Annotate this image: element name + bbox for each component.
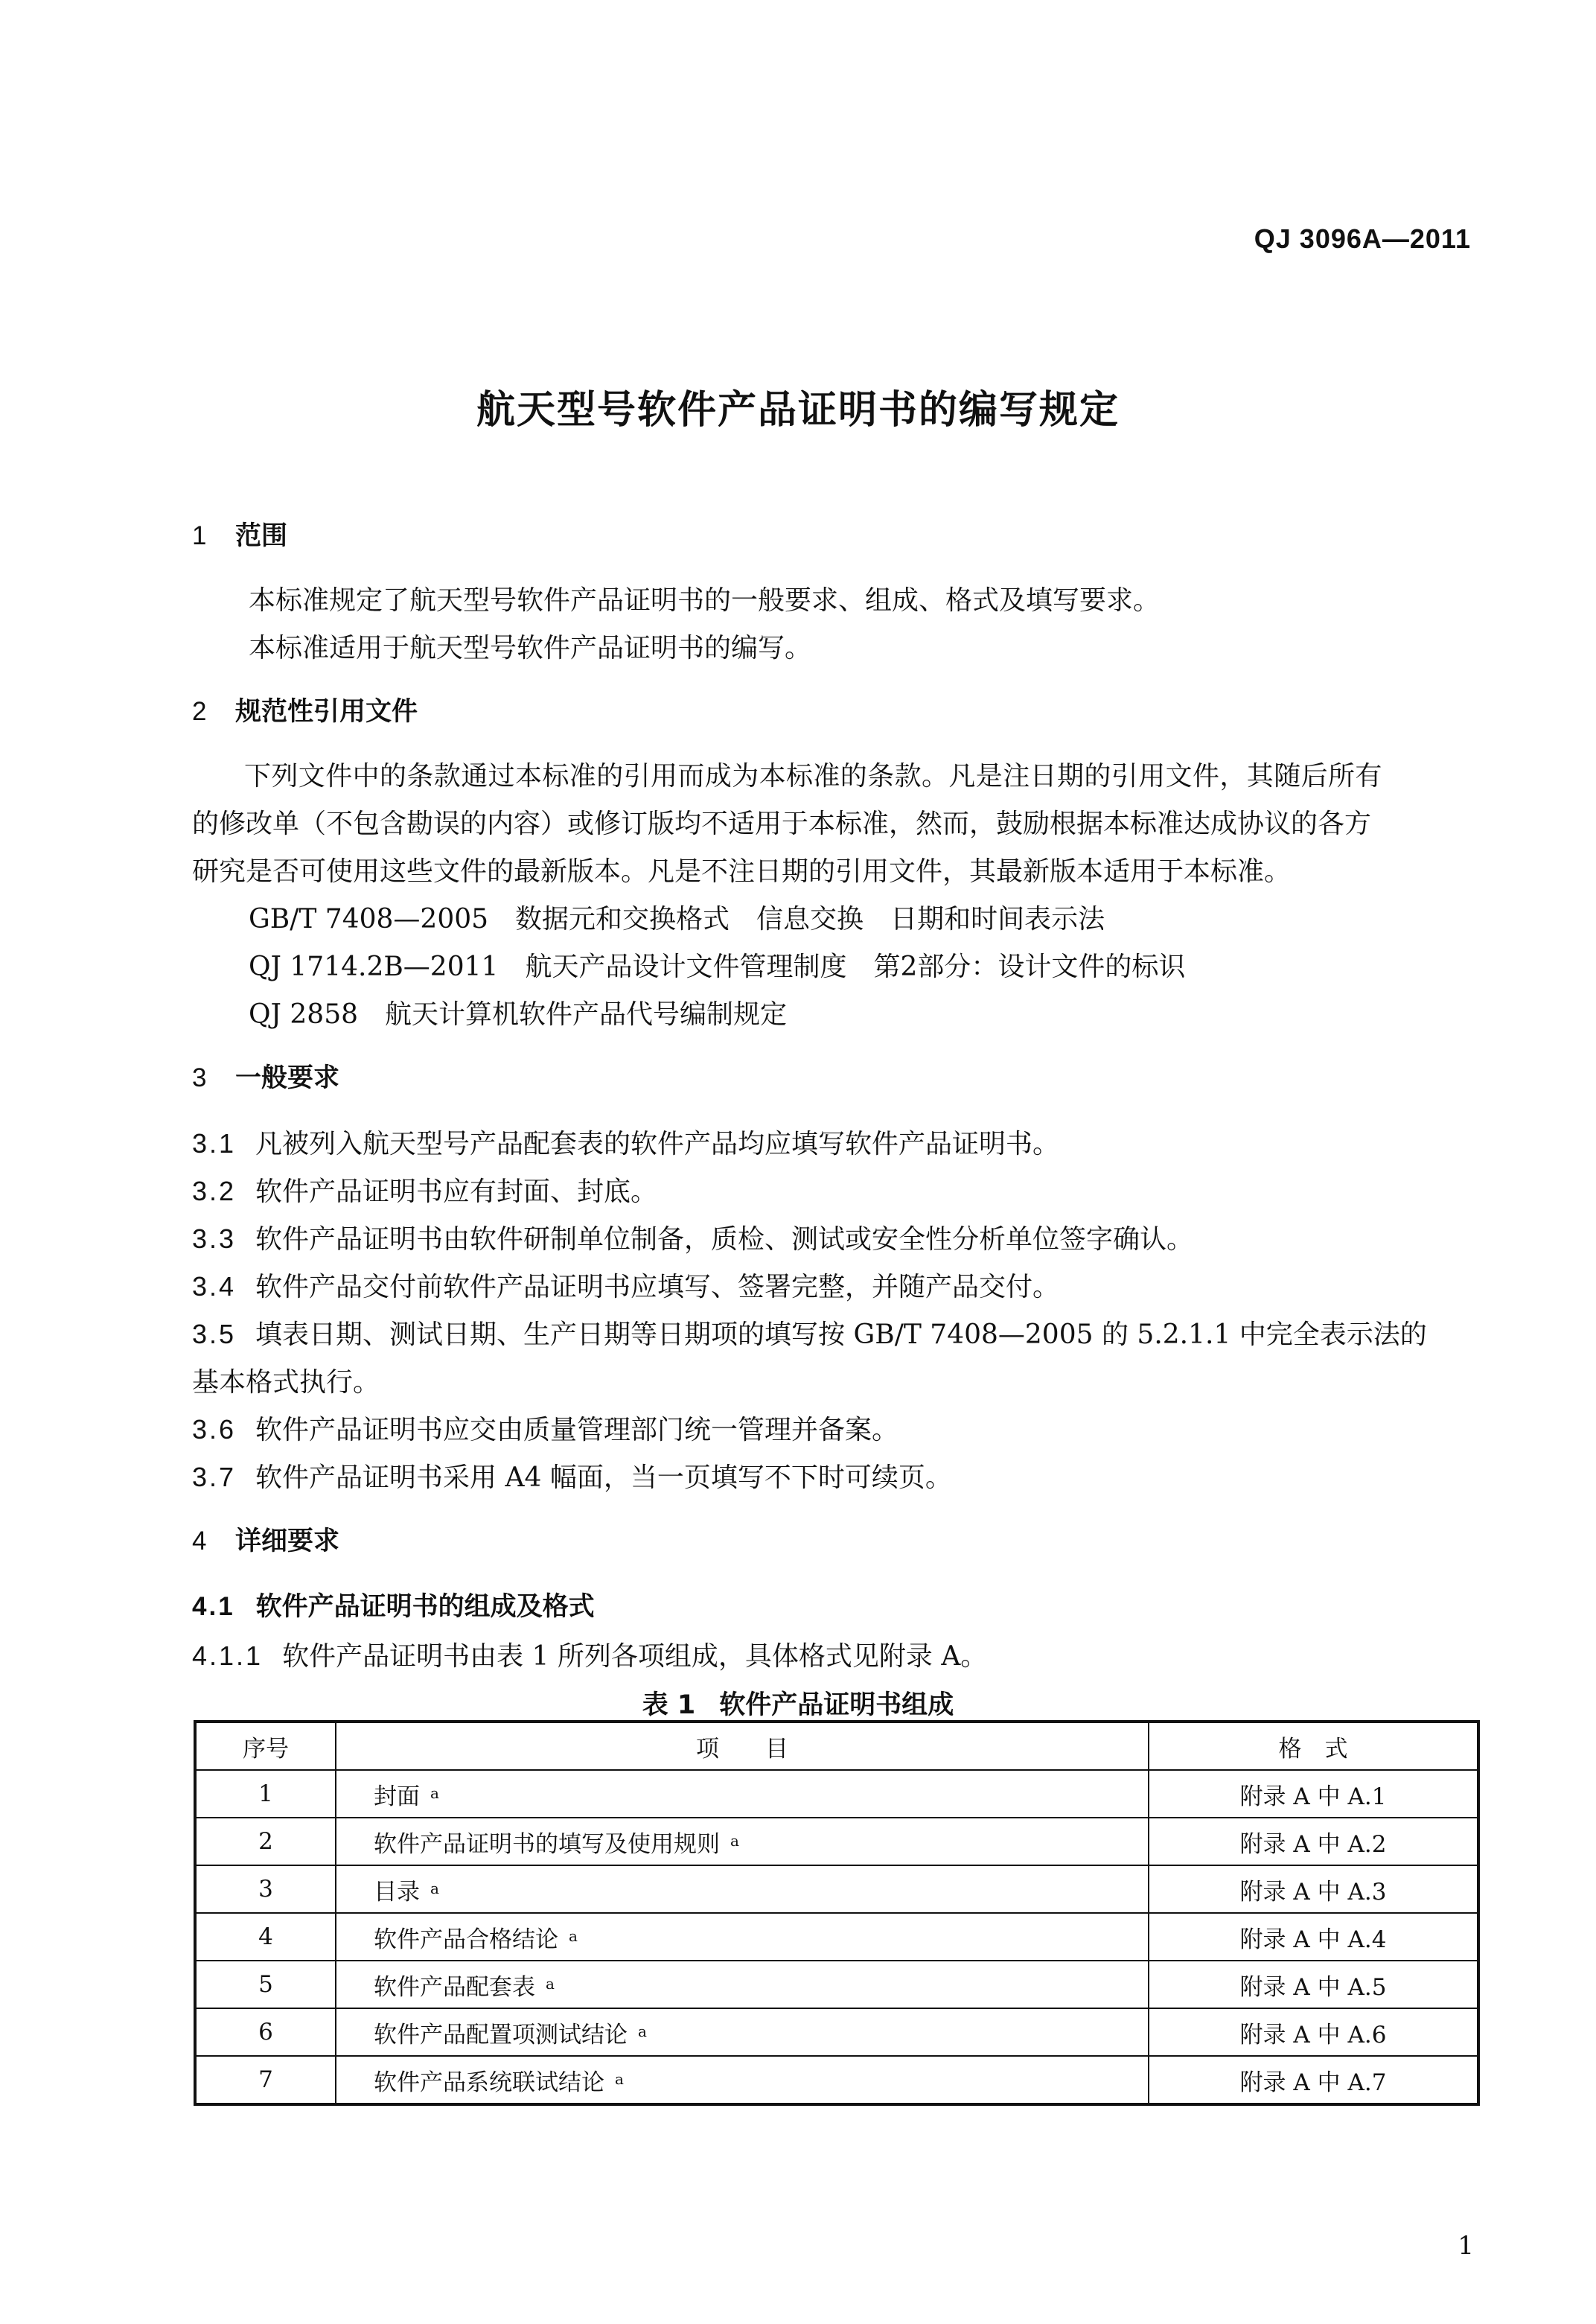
table-row bbox=[195, 1818, 1478, 1865]
subsection-number: 4.1 bbox=[192, 1592, 235, 1621]
section-title: 一般要求 bbox=[235, 1063, 340, 1093]
clause-3-5-continuation: 基本格式执行。 bbox=[192, 1367, 380, 1398]
table-row bbox=[195, 2008, 1478, 2056]
section-1-heading bbox=[192, 515, 287, 553]
page-number: 1 bbox=[1458, 2231, 1474, 2261]
subsection-title: 软件产品证明书的组成及格式 bbox=[255, 1592, 595, 1622]
clause-number: 3.3 bbox=[192, 1223, 237, 1254]
clause-text: 软件产品交付前软件产品证明书应填写、签署完整，并随产品交付。 bbox=[255, 1272, 1060, 1302]
cell-item bbox=[336, 1865, 1149, 1913]
paragraph-line: 下列文件中的条款通过本标准的引用而成为本标准的条款。凡是注日期的引用文件，其随后所有 bbox=[244, 761, 1382, 792]
clause-text: 填表日期、测试日期、生产日期等日期项的填写按 GB/T 7408—2005 的 5.2.1.1 中完全表示法的 bbox=[255, 1319, 1427, 1350]
footnote-mark: a bbox=[615, 2069, 624, 2088]
cell-item bbox=[336, 1818, 1149, 1865]
document-title: 航天型号软件产品证明书的编写规定 bbox=[476, 388, 1120, 433]
footnote-mark: a bbox=[430, 1879, 439, 1897]
clause-text: 软件产品证明书应有封面、封底。 bbox=[255, 1177, 658, 1207]
clause-number: 3.1 bbox=[192, 1128, 237, 1159]
section-number: 2 bbox=[192, 697, 207, 726]
reference-title-part: 日期和时间表示法 bbox=[890, 904, 1105, 935]
reference-code: QJ 2858 bbox=[249, 999, 359, 1030]
cell-no: 3 bbox=[195, 1865, 336, 1913]
cell-format: 附录 A 中 A.1 bbox=[1149, 1770, 1478, 1818]
section-number: 3 bbox=[192, 1063, 207, 1092]
reference-code: GB/T 7408—2005 bbox=[249, 904, 489, 935]
section-title: 范围 bbox=[235, 521, 288, 551]
clause-number: 3.6 bbox=[192, 1414, 237, 1445]
cell-no: 6 bbox=[195, 2008, 336, 2056]
section-number: 4 bbox=[192, 1526, 207, 1556]
cell-item bbox=[336, 2008, 1149, 2056]
clause-3-7 bbox=[192, 1457, 952, 1494]
cell-no: 1 bbox=[195, 1770, 336, 1818]
cell-format: 附录 A 中 A.4 bbox=[1149, 1913, 1478, 1961]
cell-format: 附录 A 中 A.2 bbox=[1149, 1818, 1478, 1865]
cell-no: 2 bbox=[195, 1818, 336, 1865]
item-text: 封面 bbox=[374, 1783, 420, 1810]
cell-no: 5 bbox=[195, 1961, 336, 2008]
cell-item bbox=[336, 1961, 1149, 2008]
table-row bbox=[195, 1913, 1478, 1961]
clause-text: 软件产品证明书采用 A4 幅面，当一页填写不下时可续页。 bbox=[255, 1462, 952, 1493]
table-number: 表 1 bbox=[642, 1690, 696, 1720]
table-row bbox=[195, 1865, 1478, 1913]
clause-3-5 bbox=[192, 1314, 1427, 1352]
footnote-mark: a bbox=[569, 1926, 578, 1945]
item-text: 软件产品配置项测试结论 bbox=[374, 2021, 628, 2048]
normative-reference bbox=[249, 898, 1105, 936]
clause-number: 4.1.1 bbox=[192, 1640, 264, 1671]
table-row bbox=[195, 1961, 1478, 2008]
cell-item bbox=[336, 2056, 1149, 2104]
clause-4-1-1 bbox=[192, 1635, 987, 1673]
footnote-mark: a bbox=[430, 1783, 439, 1802]
paragraph-line: 研究是否可使用这些文件的最新版本。凡是不注日期的引用文件，其最新版本适用于本标准。 bbox=[192, 856, 1292, 887]
normative-reference bbox=[249, 946, 1185, 984]
section-title: 规范性引用文件 bbox=[235, 697, 418, 727]
cell-no: 4 bbox=[195, 1913, 336, 1961]
clause-text: 软件产品证明书应交由质量管理部门统一管理并备案。 bbox=[255, 1415, 899, 1445]
clause-number: 3.2 bbox=[192, 1176, 237, 1206]
section-title: 详细要求 bbox=[235, 1526, 340, 1556]
cell-no: 7 bbox=[195, 2056, 336, 2104]
clause-number: 3.7 bbox=[192, 1462, 237, 1492]
section-3-heading bbox=[192, 1057, 339, 1095]
footnote-mark: a bbox=[730, 1831, 739, 1850]
standard-code: QJ 3096A—2011 bbox=[1254, 223, 1471, 254]
clause-3-6 bbox=[192, 1409, 898, 1447]
paragraph: 本标准规定了航天型号软件产品证明书的一般要求、组成、格式及填写要求。 bbox=[249, 585, 1161, 616]
clause-3-1 bbox=[192, 1123, 1059, 1161]
item-text: 目录 bbox=[374, 1878, 420, 1906]
item-text: 软件产品合格结论 bbox=[374, 1926, 558, 1953]
reference-title-part: 第2部分：设计文件的标识 bbox=[873, 952, 1186, 982]
reference-title-part: 信息交换 bbox=[756, 904, 864, 935]
clause-text: 凡被列入航天型号产品配套表的软件产品均应填写软件产品证明书。 bbox=[255, 1129, 1060, 1159]
reference-code: QJ 1714.2B—2011 bbox=[249, 952, 499, 982]
footnote-mark: a bbox=[546, 1974, 555, 1993]
item-text: 软件产品系统联试结论 bbox=[374, 2069, 604, 2096]
cell-item bbox=[336, 1770, 1149, 1818]
item-text: 软件产品证明书的填写及使用规则 bbox=[374, 1830, 720, 1858]
footnote-mark: a bbox=[638, 2022, 647, 2040]
reference-title-part: 数据元和交换格式 bbox=[515, 904, 730, 935]
normative-reference bbox=[249, 993, 787, 1031]
clause-3-2 bbox=[192, 1171, 657, 1209]
column-header-no: 序号 bbox=[195, 1722, 336, 1770]
clause-3-4 bbox=[192, 1266, 1059, 1304]
table-row bbox=[195, 2056, 1478, 2104]
section-2-heading bbox=[192, 691, 418, 728]
table-caption bbox=[0, 1684, 1596, 1722]
clause-text: 软件产品证明书由表 1 所列各项组成，具体格式见附录 A。 bbox=[282, 1641, 988, 1672]
subsection-4-1-heading bbox=[192, 1586, 595, 1623]
clause-number: 3.5 bbox=[192, 1319, 237, 1349]
paragraph-line: 的修改单（不包含勘误的内容）或修订版均不适用于本标准，然而，鼓励根据本标准达成协议的各方 bbox=[192, 809, 1372, 839]
cell-format: 附录 A 中 A.6 bbox=[1149, 2008, 1478, 2056]
column-header-item: 项 目 bbox=[336, 1722, 1149, 1770]
item-text: 软件产品配套表 bbox=[374, 1973, 535, 2001]
column-header-format: 格 式 bbox=[1149, 1722, 1478, 1770]
section-4-heading bbox=[192, 1521, 339, 1558]
section-number: 1 bbox=[192, 521, 207, 550]
cell-item bbox=[336, 1913, 1149, 1961]
clause-3-3 bbox=[192, 1218, 1193, 1256]
cell-format: 附录 A 中 A.5 bbox=[1149, 1961, 1478, 2008]
table-title: 软件产品证明书组成 bbox=[719, 1690, 954, 1720]
table-header-row bbox=[195, 1722, 1478, 1770]
table-1 bbox=[194, 1720, 1480, 2106]
reference-title-part: 航天计算机软件产品代号编制规定 bbox=[385, 999, 788, 1030]
clause-number: 3.4 bbox=[192, 1271, 237, 1302]
table-row bbox=[195, 1770, 1478, 1818]
reference-title-part: 航天产品设计文件管理制度 bbox=[525, 952, 847, 982]
clause-text: 软件产品证明书由软件研制单位制备，质检、测试或安全性分析单位签字确认。 bbox=[255, 1224, 1194, 1255]
cell-format: 附录 A 中 A.3 bbox=[1149, 1865, 1478, 1913]
paragraph: 本标准适用于航天型号软件产品证明书的编写。 bbox=[249, 633, 812, 663]
cell-format: 附录 A 中 A.7 bbox=[1149, 2056, 1478, 2104]
